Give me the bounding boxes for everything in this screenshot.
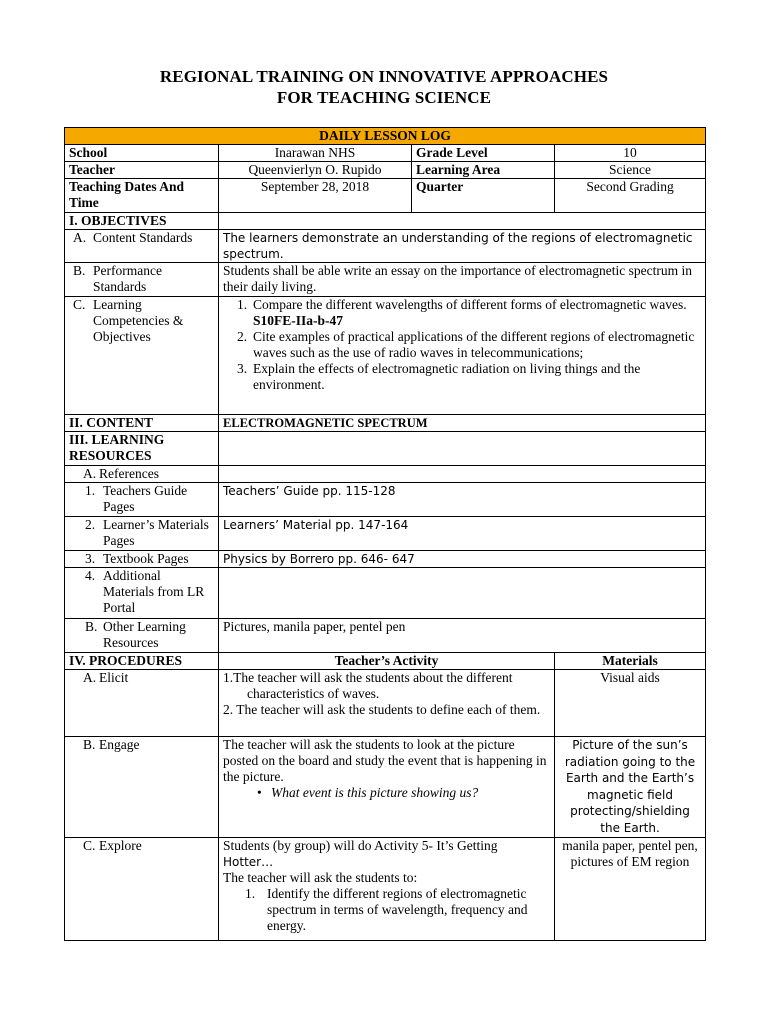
school-label: School — [65, 145, 219, 162]
objective-code: S10FE-IIa-b-47 — [253, 313, 344, 328]
elicit-step-1: 1.The teacher will ask the students about the different characteristics of waves. — [223, 670, 513, 701]
document-title-line-2: FOR TEACHING SCIENCE — [276, 88, 492, 107]
quarter-value: Second Grading — [555, 179, 706, 213]
textbook-pages-number: 3. — [85, 551, 96, 566]
competencies-text: Learning Competencies & Objectives — [93, 297, 184, 344]
elicit-text: Elicit — [99, 670, 129, 685]
engage-question-text: What event is this picture showing us? — [271, 785, 479, 800]
learning-area-value: Science — [555, 162, 706, 179]
explore-text: Explore — [99, 838, 142, 853]
table-header: DAILY LESSON LOG — [65, 128, 706, 145]
explore-activity — [219, 838, 555, 941]
objective-text: Cite examples of practical applications of the different regions of electromagnetic waves such as the use of radio waves in telecommunications; — [253, 329, 695, 360]
content-standards-number: A. — [73, 230, 87, 245]
explore-materials: manila paper, pentel pen, pictures of EM region — [555, 838, 706, 941]
competencies-number: C. — [73, 297, 86, 312]
teachers-guide-label — [65, 483, 219, 517]
explore-instruction-2: The teacher will ask the students to: — [223, 870, 418, 885]
elicit-activity — [219, 670, 555, 737]
objective-item — [223, 297, 701, 329]
grade-level-label: Grade Level — [412, 145, 555, 162]
learning-resources-heading: III. LEARNING RESOURCES — [65, 432, 219, 466]
textbook-pages-text: Textbook Pages — [103, 551, 189, 566]
quarter-label: Quarter — [412, 179, 555, 213]
competencies-label — [65, 297, 219, 415]
explore-number: C. — [83, 838, 96, 853]
objective-number: 1. — [237, 297, 248, 312]
additional-materials-number: 4. — [85, 568, 96, 583]
additional-materials-value — [219, 568, 706, 619]
teachers-activity-header: Teacher’s Activity — [219, 653, 555, 670]
objective-number: 2. — [237, 329, 248, 344]
performance-standards-number: B. — [73, 263, 86, 278]
other-resources-text: Other Learning Resources — [103, 619, 186, 650]
engage-label — [65, 737, 219, 838]
learners-materials-text: Learner’s Materials Pages — [103, 517, 209, 548]
content-standards-value: The learners demonstrate an understanding of the regions of electromagnetic spectrum. — [219, 230, 706, 263]
procedures-heading: IV. PROCEDURES — [65, 653, 219, 670]
explore-step — [223, 886, 550, 934]
grade-level-value: 10 — [555, 145, 706, 162]
performance-standards-text: Performance Standards — [93, 263, 162, 294]
objective-item — [223, 329, 701, 361]
references-text: References — [99, 466, 159, 481]
competencies-list — [219, 297, 706, 415]
textbook-pages-value: Physics by Borrero pp. 646- 647 — [219, 551, 706, 568]
school-value: Inarawan NHS — [219, 145, 412, 162]
teachers-guide-number: 1. — [85, 483, 96, 498]
explore-activity-text: Students (by group) will do Activity 5- It’s Getting — [223, 838, 498, 853]
objective-text: Compare the different wavelengths of different forms of electromagnetic waves. — [253, 297, 687, 312]
content-standards-label — [65, 230, 219, 263]
performance-standards-value: Students shall be able write an essay on the importance of electromagnetic spectrum in their daily living. — [219, 263, 706, 297]
content-value: ELECTROMAGNETIC SPECTRUM — [219, 415, 706, 432]
elicit-number: A. — [83, 670, 97, 685]
explore-step-number: 1. — [245, 886, 256, 901]
elicit-step-2: 2. The teacher will ask the students to define each of them. — [223, 702, 541, 717]
explore-activity-name: Hotter… — [223, 855, 274, 869]
objective-text: Explain the effects of electromagnetic radiation on living things and the environment. — [253, 361, 641, 392]
learners-materials-label — [65, 517, 219, 551]
references-label — [65, 466, 219, 483]
learners-materials-value: Learners’ Material pp. 147-164 — [219, 517, 706, 551]
references-blank — [219, 466, 706, 483]
teacher-value: Queenvierlyn O. Rupido — [219, 162, 412, 179]
engage-materials: Picture of the sun’s radiation going to the Earth and the Earth’s magnetic field protecting/shielding the Earth. — [555, 737, 706, 838]
other-resources-value: Pictures, manila paper, pentel pen — [219, 619, 706, 653]
teachers-guide-value: Teachers’ Guide pp. 115-128 — [219, 483, 706, 517]
document-title-line-1: REGIONAL TRAINING ON INNOVATIVE APPROACHES — [159, 67, 609, 86]
elicit-label — [65, 670, 219, 737]
additional-materials-text: Additional Materials from LR Portal — [103, 568, 205, 615]
daily-lesson-log-table — [64, 127, 706, 941]
other-resources-number: B. — [85, 619, 98, 634]
other-resources-label — [65, 619, 219, 653]
content-standards-text: Content Standards — [93, 230, 193, 245]
engage-question — [223, 785, 550, 801]
engage-activity — [219, 737, 555, 838]
additional-materials-label — [65, 568, 219, 619]
textbook-pages-label — [65, 551, 219, 568]
objectives-heading: I. OBJECTIVES — [65, 213, 219, 230]
performance-standards-label — [65, 263, 219, 297]
learning-area-label: Learning Area — [412, 162, 555, 179]
explore-instruction — [223, 838, 550, 870]
learners-materials-number: 2. — [85, 517, 96, 532]
bullet-icon: • — [257, 785, 262, 800]
engage-number: B. — [83, 737, 96, 752]
engage-text: Engage — [99, 737, 140, 752]
teachers-guide-text: Teachers Guide Pages — [103, 483, 188, 514]
teaching-dates-label: Teaching Dates And Time — [65, 179, 219, 213]
explore-step-text: Identify the different regions of electromagnetic spectrum in terms of wavelength, frequency and energy. — [267, 886, 528, 933]
references-number: A. — [83, 466, 97, 481]
elicit-materials: Visual aids — [555, 670, 706, 737]
explore-label — [65, 838, 219, 941]
objective-number: 3. — [237, 361, 248, 376]
teaching-dates-value: September 28, 2018 — [219, 179, 412, 213]
objectives-blank — [219, 213, 706, 230]
content-heading: II. CONTENT — [65, 415, 219, 432]
engage-instruction: The teacher will ask the students to look at the picture posted on the board and study the event that is happening in the picture. — [223, 737, 547, 784]
teacher-label: Teacher — [65, 162, 219, 179]
materials-header: Materials — [555, 653, 706, 670]
learning-resources-blank — [219, 432, 706, 466]
objective-item — [223, 361, 701, 393]
